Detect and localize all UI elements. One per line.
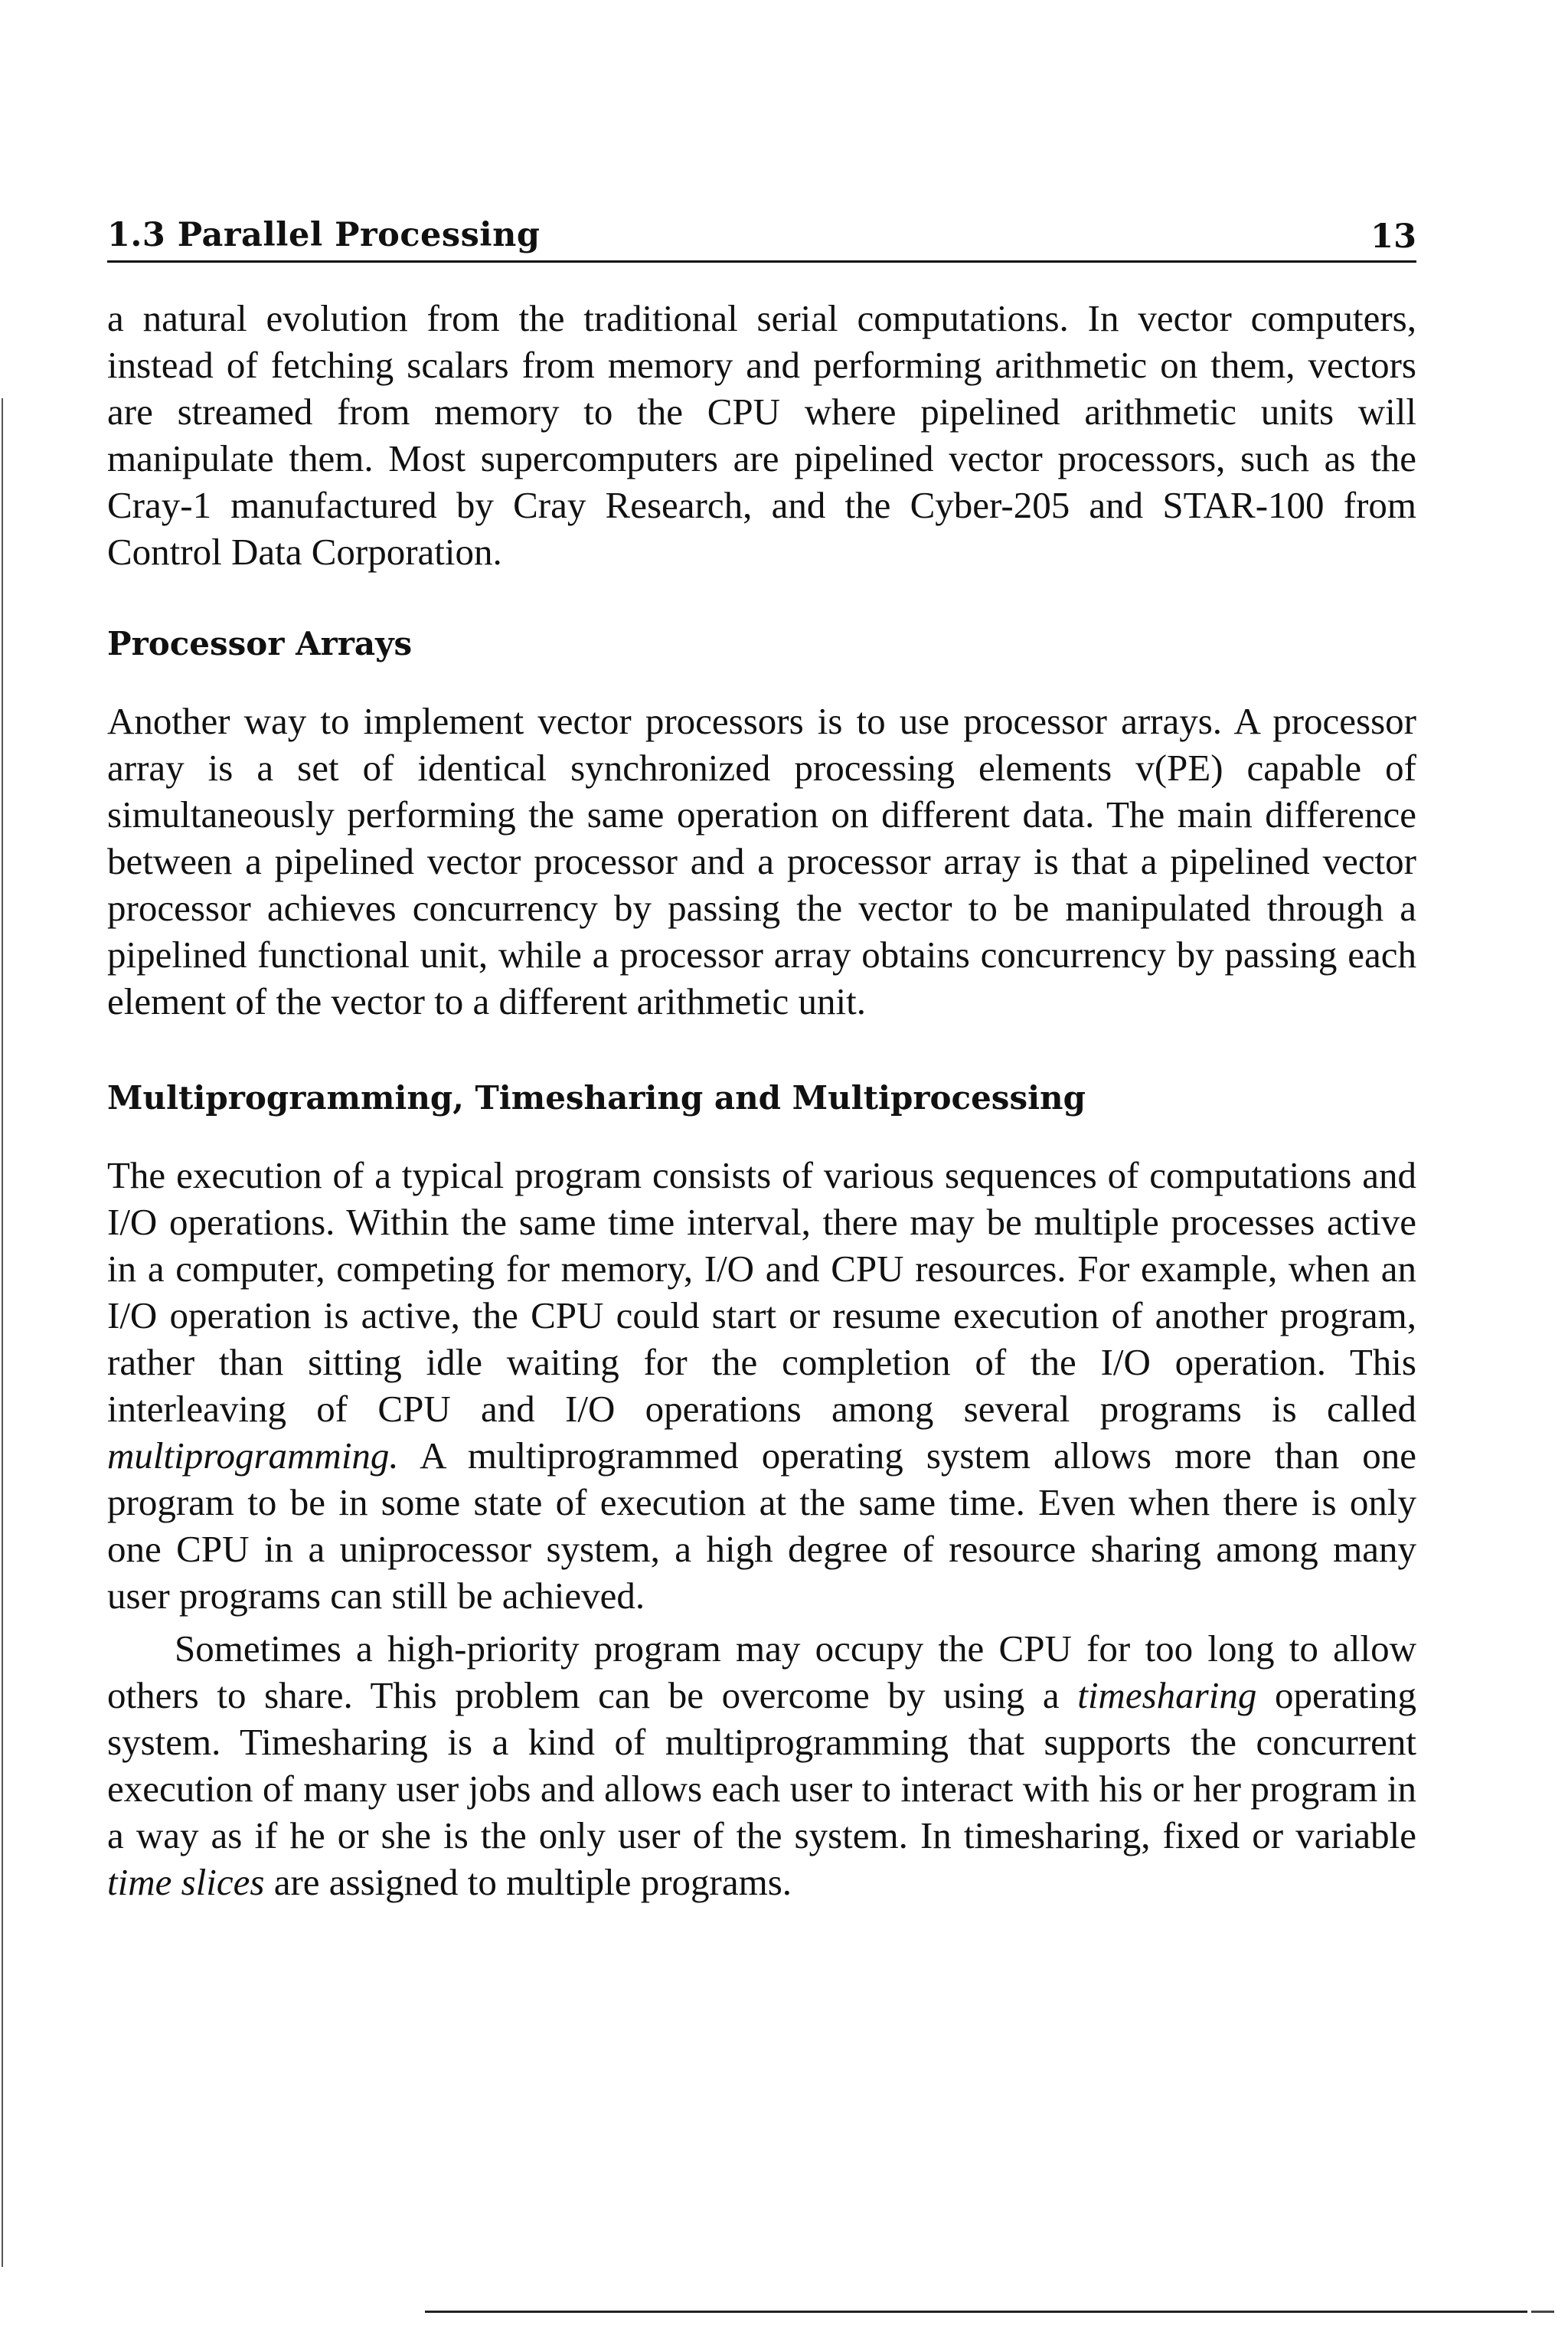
multiprogramming-heading: Multiprogramming, Timesharing and Multiprocessing (107, 1079, 1086, 1117)
running-header (107, 207, 1416, 263)
scan-edge-line (2, 398, 3, 2267)
processor-arrays-paragraph: Another way to implement vector processors is to use processor arrays. A processor array is a set of identical synchronized processing elements v(PE) capable of simultaneously performing the same operation on different data. The main difference between a pipelined vector processor and a processor array is that a pipelined vector processor achieves concurrency by passing the vector to be manipulated through a pipelined functional unit, while a processor array obtains concurrency by passing each element of the vector to a different arithmetic unit. (107, 700, 1416, 1022)
multiprogramming-paragraph (107, 1152, 1416, 1619)
processor-arrays-heading: Processor Arrays (107, 625, 413, 662)
multiprogramming-text-after: A multiprogrammed operating system allows more than one program to be in some state of execution at the same time. Even when there is only one CPU in a uniprocessor system, a high degree of resource sharing among many user programs can still be achieved. (107, 1434, 1416, 1617)
multiprogramming-text-before: The execution of a typical program consists of various sequences of computations and I/O operations. Within the same time interval, there may be multiple processes active in a computer, competing for memory, I/O and CPU resources. For example, when an I/O operation is active, the CPU could start or resume execution of another program, rather than sitting idle waiting for the completion of the I/O operation. This interleaving of CPU and I/O operations among several programs is called (107, 1154, 1416, 1430)
book-page (107, 207, 1416, 1905)
timesharing-text-before: Sometimes a high-priority program may occupy the CPU for too long to allow others to share. This problem can be overcome by using a (107, 1627, 1416, 1716)
page-number: 13 (1370, 218, 1416, 256)
timesharing-term: timesharing (1077, 1674, 1257, 1716)
bottom-scan-line (425, 2311, 1527, 2313)
timesharing-text-middle: operating system. Timesharing is a kind of multiprogramming that supports the concurrent execution of many user jobs and allows each user to interact with his or her program in a way as if he or she is the only user of the system. In timesharing, fixed or variable (107, 1674, 1416, 1856)
section-title: 1.3 Parallel Processing (107, 216, 541, 254)
multiprogramming-term: multiprogramming. (107, 1434, 399, 1477)
intro-paragraph: a natural evolution from the traditional serial computations. In vector computers, instead of fetching scalars from memory and performing arithmetic on them, vectors are streamed from memory to the CPU where pipelined arithmetic units will manipulate them. Most supercomputers are pipelined vector processors, such as the Cray-1 manufactured by Cray Research, and the Cyber-205 and STAR-100 from Control Data Corporation. (107, 297, 1416, 573)
timesharing-paragraph (107, 1625, 1416, 1905)
time-slices-term: time slices (107, 1861, 265, 1903)
bottom-scan-line-tail (1531, 2311, 1554, 2313)
timesharing-text-after: are assigned to multiple programs. (264, 1861, 792, 1903)
